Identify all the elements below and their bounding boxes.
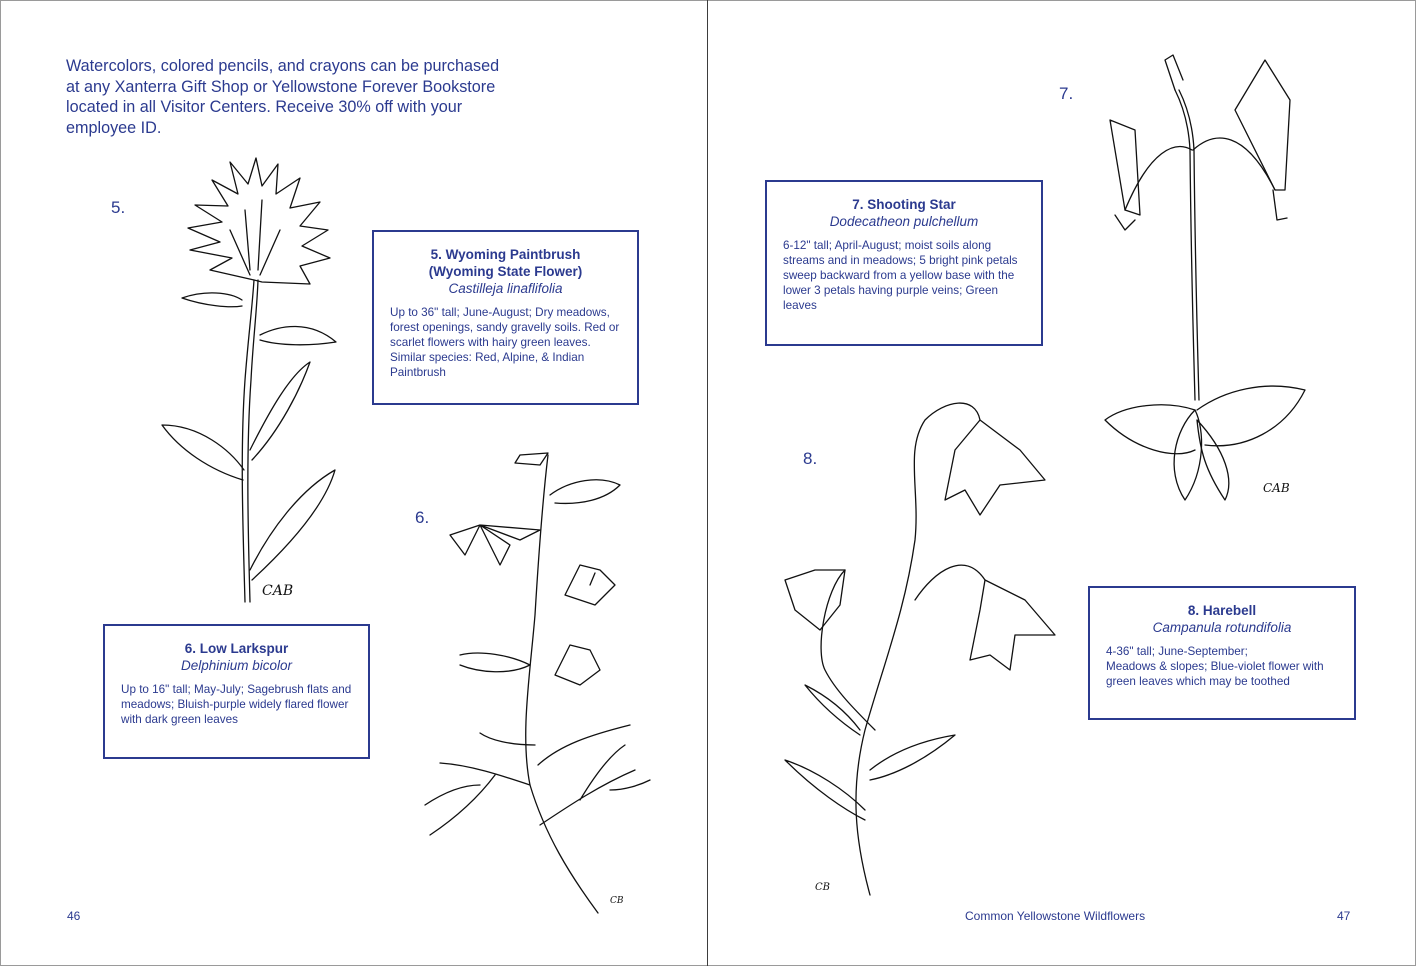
shooting-star-description: 6-12" tall; April-August; moist soils along streams and in meadows; 5 bright pink petals sweep backward from a yellow base with the lower 3 petals having purple veins; Green leaves [783,239,1018,312]
number-5-label: 5. [111,198,126,217]
paintbrush-description: Up to 36" tall; June-August; Dry meadows, forest openings, sandy gravelly soils. Red or scarlet flowers with hairy green leaves. Similar species: Red, Alpine, & Indian Paintbrush [390,306,620,379]
left-page-number: 46 [67,909,81,923]
harebell-title: 8. Harebell [1187,603,1257,618]
harebell-scientific-name: Campanula rotundifolia [1152,620,1292,635]
larkspur-description: Up to 16" tall; May-July; Sagebrush flats and meadows; Bluish-purple widely flared flower with dark green leaves [121,683,352,726]
intro-paragraph: Watercolors, colored pencils, and crayons can be purchased at any Xanterra Gift Shop or Yellowstone Forever Bookstore located in all Visitor Centers. Receive 30% off with your employee ID. [66,57,500,137]
larkspur-illustration [420,445,660,915]
number-6-label: 6. [415,508,430,527]
larkspur-scientific-name: Delphinium bicolor [180,658,293,673]
shooting-star-scientific-name: Dodecatheon pulchellum [829,214,979,229]
footer-book-title: Common Yellowstone Wildflowers [965,909,1146,923]
shooting-star-illustration [1095,50,1325,510]
paintbrush-illustration [150,150,380,610]
page-divider [707,0,708,966]
harebell-signature: CB [815,882,830,893]
paintbrush-subtitle: (Wyoming State Flower) [428,264,583,279]
larkspur-info-card [103,624,370,759]
shooting-star-title: 7. Shooting Star [852,197,956,212]
harebell-info-card [1088,586,1356,720]
harebell-illustration [765,390,1075,900]
shooting-star-signature: CAB [1263,481,1290,495]
harebell-description [1106,644,1338,689]
harebell-description-line2: Meadows & slopes; Blue-violet flower with green leaves which may be toothed [1106,660,1324,688]
paintbrush-scientific-name: Castilleja linaflifolia [448,281,563,296]
paintbrush-title: 5. Wyoming Paintbrush [430,247,581,262]
larkspur-signature: CB [610,896,624,906]
number-8-label: 8. [803,449,818,468]
harebell-description-line1: 4-36" tall; June-September; [1106,645,1248,658]
right-page-number: 47 [1337,909,1351,923]
shooting-star-info-card [765,180,1043,346]
paintbrush-signature: CAB [262,583,294,599]
larkspur-title: 6. Low Larkspur [184,641,289,656]
number-7-label: 7. [1059,84,1074,103]
paintbrush-info-card [372,230,639,405]
